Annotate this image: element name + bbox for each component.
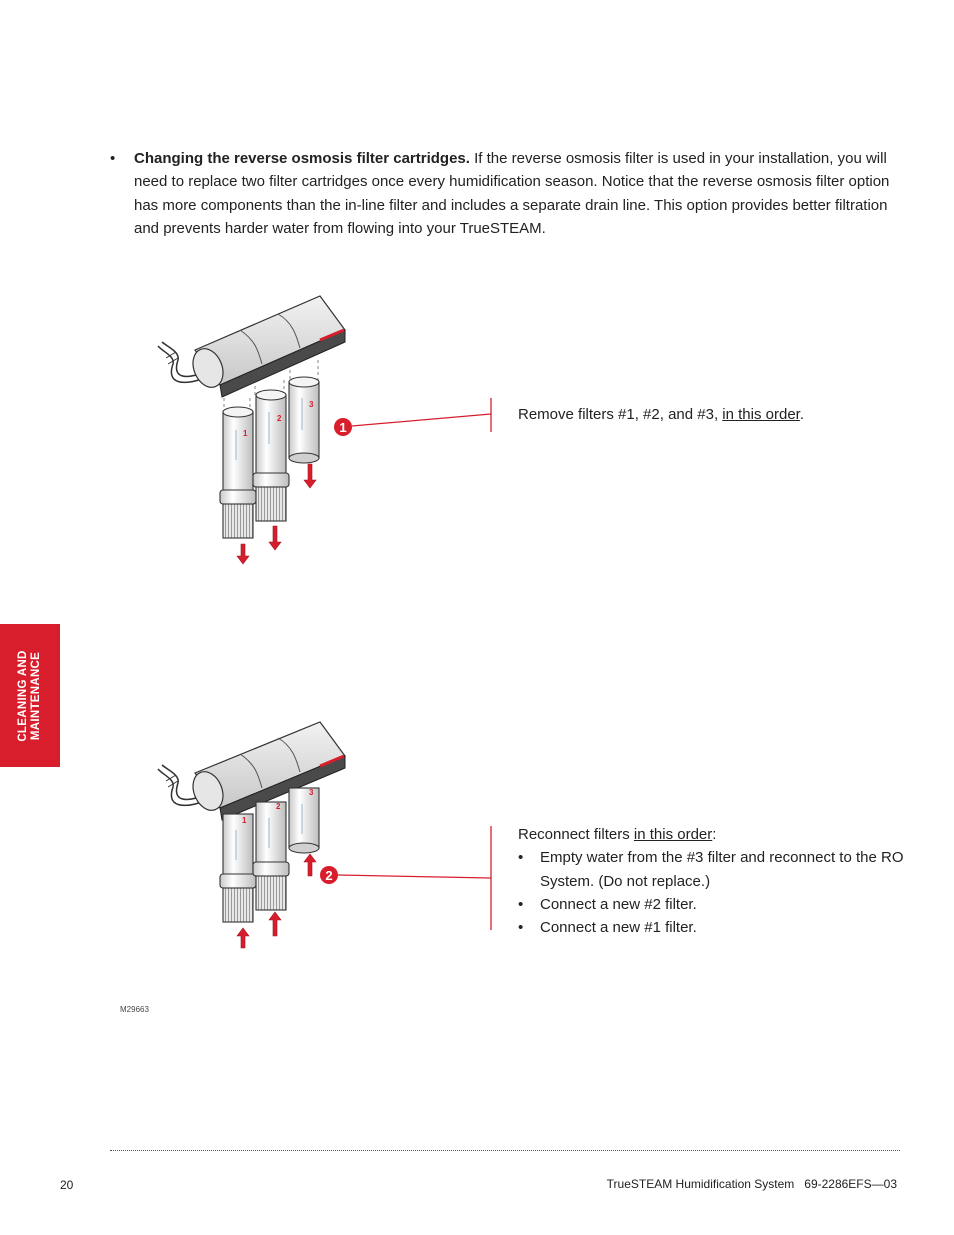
figure-2-reconnect-filters (158, 722, 491, 948)
filter-2-label: 2 (277, 414, 282, 423)
filter-1-label: 1 (243, 429, 248, 438)
filter-3-icon (289, 788, 319, 853)
callout-2-text (518, 823, 918, 939)
intro-body: If the reverse osmosis filter is used in your installation, you will need to replace two filter cartridges once every humidification season. Notice that the reverse osmosis filter option has more components than the in-line filter and includes a separate drain line. This option provides better filtration and prevents harder water from flowing into your TrueSTEAM. (134, 150, 890, 237)
filter-2-label: 2 (276, 802, 281, 811)
intro-bold-heading: Changing the reverse osmosis filter cartridges. (134, 150, 470, 167)
figure-1-remove-filters (158, 296, 491, 564)
callout-1-text (518, 403, 918, 426)
figure-id: M29663 (120, 1005, 149, 1014)
side-tab-label (17, 650, 43, 741)
list-item: • Empty water from the #3 filter and reconnect to the RO System. (Do not replace.) (518, 846, 918, 893)
callout-1-text-before: Remove filters #1, #2, and #3, (518, 406, 723, 423)
footer-divider (110, 1150, 900, 1151)
filter-2-icon (253, 390, 289, 521)
callout-1-underlined: in this order (722, 406, 800, 423)
reconnect-steps-list (518, 846, 918, 939)
callout-2-heading-underlined: in this order (633, 826, 713, 843)
callout-1-number: 1 (339, 420, 347, 435)
filter-1-icon (220, 814, 256, 922)
list-item: • Connect a new #2 filter. (518, 893, 918, 916)
intro-bullet: • (110, 150, 116, 167)
footer-title: TrueSTEAM Humidification System 69-2286EFS—03 (606, 1177, 897, 1191)
callout-2-heading (518, 823, 918, 846)
filter-3-label: 3 (309, 788, 314, 797)
callout-1-text-after: . (799, 406, 804, 423)
filter-1-label: 1 (242, 816, 247, 825)
filter-3-icon (289, 377, 319, 463)
callout-2-number: 2 (325, 868, 333, 883)
filter-3-label: 3 (309, 400, 314, 409)
list-item: • Connect a new #1 filter. (518, 916, 918, 939)
callout-2-heading-before: Reconnect filters (518, 826, 634, 843)
section-side-tab (0, 624, 60, 767)
side-tab-line-1: CLEANING AND (17, 650, 29, 742)
filter-1-icon (220, 407, 256, 538)
filter-2-icon (253, 802, 289, 910)
side-tab-line-2: MAINTENANCE (30, 651, 42, 741)
page-number: 20 (60, 1178, 74, 1192)
callout-2-heading-after: : (712, 826, 717, 843)
